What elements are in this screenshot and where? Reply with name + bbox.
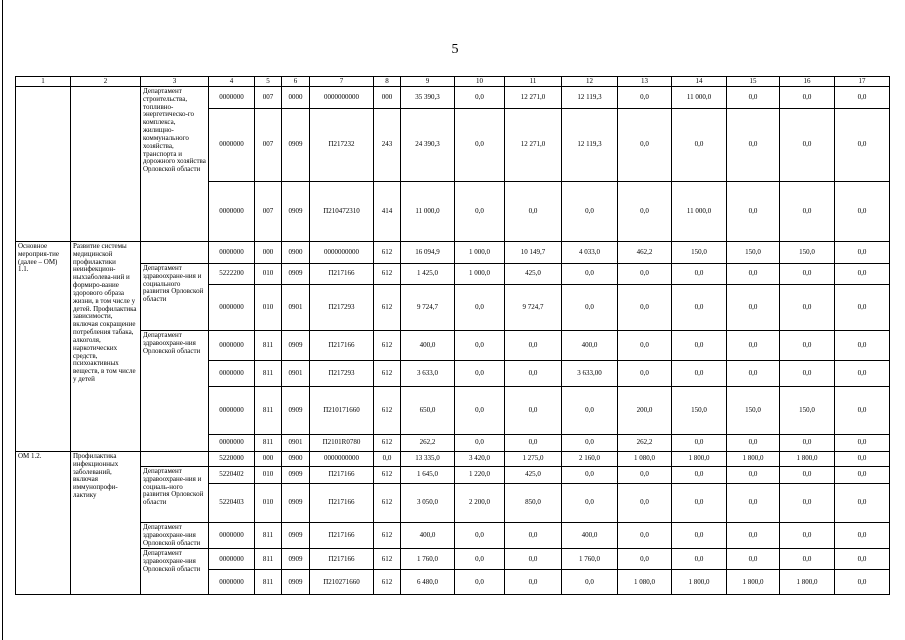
cell-section-code: 0909 <box>282 570 310 595</box>
column-header-2: 2 <box>71 77 141 87</box>
cell-responsible-executor: Департамент строительства, топливно-энергетическо-го комплекса, жилищно-коммунального хозяйства, транспорта и дорожного хозяйства Орловской области <box>141 87 209 242</box>
cell-year-1: 0,0 <box>455 182 505 242</box>
cell-year-1: 0,0 <box>455 331 505 361</box>
cell-target-item-code: 0000000000 <box>310 242 374 264</box>
cell-responsible-executor: Департамент здравоохране-ния Орловской области <box>141 331 209 452</box>
cell-responsible-executor: Департамент здравоохране-ния и социаль-ного развития Орловской области <box>141 467 209 523</box>
cell-expense-type: 000 <box>374 87 401 109</box>
cell-year-5: 1 800,0 <box>672 570 727 595</box>
cell-year-2: 425,0 <box>505 264 562 285</box>
cell-year-2: 12 271,0 <box>505 109 562 182</box>
cell-target-item-code: П217166 <box>310 549 374 570</box>
column-header-13: 13 <box>618 77 672 87</box>
cell-target-item-code: П210271660 <box>310 570 374 595</box>
cell-section-code: 0901 <box>282 435 310 452</box>
cell-target-article: 0000000 <box>209 182 255 242</box>
cell-section-code: 0909 <box>282 549 310 570</box>
cell-year-4: 0,0 <box>618 523 672 549</box>
cell-target-item-code: П217232 <box>310 109 374 182</box>
cell-target-article: 5220402 <box>209 467 255 484</box>
table-row <box>16 331 890 361</box>
cell-total: 6 480,0 <box>401 570 455 595</box>
table-row <box>16 549 890 570</box>
cell-year-3: 2 160,0 <box>562 452 618 467</box>
column-header-9: 9 <box>401 77 455 87</box>
cell-year-8: 0,0 <box>835 387 890 435</box>
cell-year-4: 0,0 <box>618 182 672 242</box>
cell-ministry-code: 811 <box>255 523 282 549</box>
cell-expense-type: 414 <box>374 182 401 242</box>
cell-year-6: 0,0 <box>727 435 780 452</box>
cell-ministry-code: 007 <box>255 182 282 242</box>
cell-year-4: 0,0 <box>618 467 672 484</box>
cell-year-6: 0,0 <box>727 109 780 182</box>
cell-year-4: 262,2 <box>618 435 672 452</box>
cell-ministry-code: 000 <box>255 452 282 467</box>
cell-year-1: 1 220,0 <box>455 467 505 484</box>
cell-year-1: 1 000,0 <box>455 264 505 285</box>
cell-year-7: 0,0 <box>780 182 835 242</box>
cell-year-4: 462,2 <box>618 242 672 264</box>
cell-year-3: 0,0 <box>562 570 618 595</box>
column-header-10: 10 <box>455 77 505 87</box>
cell-year-8: 0,0 <box>835 331 890 361</box>
cell-year-8: 0,0 <box>835 109 890 182</box>
cell-total: 400,0 <box>401 523 455 549</box>
cell-year-5: 0,0 <box>672 361 727 387</box>
cell-year-8: 0,0 <box>835 285 890 331</box>
cell-year-4: 0,0 <box>618 109 672 182</box>
budget-table <box>15 76 890 595</box>
cell-year-4: 0,0 <box>618 285 672 331</box>
cell-year-3: 0,0 <box>562 467 618 484</box>
cell-year-1: 0,0 <box>455 435 505 452</box>
cell-responsible-executor: Департамент здравоохране-ния и социального развития Орловской области <box>141 264 209 331</box>
cell-responsible-executor: Департамент здравоохране-ния Орловской области <box>141 549 209 595</box>
column-header-1: 1 <box>16 77 71 87</box>
cell-total: 1 425,0 <box>401 264 455 285</box>
cell-year-5: 1 800,0 <box>672 452 727 467</box>
cell-year-1: 0,0 <box>455 109 505 182</box>
cell-expense-type: 612 <box>374 387 401 435</box>
cell-year-6: 0,0 <box>727 523 780 549</box>
cell-expense-type: 612 <box>374 570 401 595</box>
cell-year-4: 0,0 <box>618 361 672 387</box>
cell-target-item-code: П217166 <box>310 264 374 285</box>
cell-total: 13 335,0 <box>401 452 455 467</box>
cell-year-1: 0,0 <box>455 570 505 595</box>
cell-ministry-code: 811 <box>255 331 282 361</box>
cell-year-2: 0,0 <box>505 361 562 387</box>
cell-year-1: 0,0 <box>455 87 505 109</box>
cell-year-8: 0,0 <box>835 467 890 484</box>
cell-year-5: 0,0 <box>672 549 727 570</box>
cell-year-3: 0,0 <box>562 285 618 331</box>
cell-target-article: 0000000 <box>209 331 255 361</box>
column-header-12: 12 <box>562 77 618 87</box>
cell-year-2: 9 724,7 <box>505 285 562 331</box>
cell-target-article: 0000000 <box>209 435 255 452</box>
cell-year-8: 0,0 <box>835 87 890 109</box>
cell-year-1: 0,0 <box>455 549 505 570</box>
cell-year-3: 0,0 <box>562 264 618 285</box>
cell-total: 35 390,3 <box>401 87 455 109</box>
cell-expense-type: 612 <box>374 484 401 523</box>
cell-target-article: 0000000 <box>209 549 255 570</box>
cell-target-item-code: П210171660 <box>310 387 374 435</box>
cell-target-item-code: П217293 <box>310 361 374 387</box>
cell-year-4: 1 080,0 <box>618 570 672 595</box>
cell-target-article: 5222200 <box>209 264 255 285</box>
cell-total: 24 390,3 <box>401 109 455 182</box>
cell-total: 3 633,0 <box>401 361 455 387</box>
cell-year-7: 0,0 <box>780 549 835 570</box>
cell-event-number: ОМ 1.2. <box>16 452 71 595</box>
cell-section-code: 0900 <box>282 242 310 264</box>
cell-year-5: 11 000,0 <box>672 182 727 242</box>
cell-expense-type: 612 <box>374 523 401 549</box>
cell-year-6: 0,0 <box>727 331 780 361</box>
column-header-7: 7 <box>310 77 374 87</box>
cell-year-5: 0,0 <box>672 285 727 331</box>
cell-year-6: 0,0 <box>727 361 780 387</box>
cell-col1-blank <box>16 87 71 242</box>
cell-total: 262,2 <box>401 435 455 452</box>
cell-col2-blank <box>71 87 141 242</box>
table-row <box>16 264 890 285</box>
cell-ministry-code: 811 <box>255 435 282 452</box>
cell-section-code: 0901 <box>282 285 310 331</box>
cell-year-1: 0,0 <box>455 387 505 435</box>
table-row <box>16 523 890 549</box>
cell-ministry-code: 811 <box>255 361 282 387</box>
cell-year-8: 0,0 <box>835 242 890 264</box>
cell-ministry-code: 811 <box>255 549 282 570</box>
cell-section-code: 0909 <box>282 484 310 523</box>
cell-year-4: 1 080,0 <box>618 452 672 467</box>
cell-expense-type: 612 <box>374 435 401 452</box>
column-header-5: 5 <box>255 77 282 87</box>
cell-expense-type: 243 <box>374 109 401 182</box>
cell-year-6: 0,0 <box>727 467 780 484</box>
column-header-6: 6 <box>282 77 310 87</box>
cell-year-5: 0,0 <box>672 484 727 523</box>
cell-year-8: 0,0 <box>835 182 890 242</box>
cell-year-3: 400,0 <box>562 331 618 361</box>
cell-event-name: Развитие системы медицинской профилактики неинфекцион-ныхзаболева-ний и формиро-вание здорового образа жизни, в том числе у детей. Профилактика зависимости, включая сокращение потребления табака, алкоголя, наркотических средств, психоактивных веществ, в том числе у детей <box>71 242 141 452</box>
cell-target-article: 0000000 <box>209 387 255 435</box>
cell-year-8: 0,0 <box>835 435 890 452</box>
cell-expense-type: 0,0 <box>374 452 401 467</box>
cell-year-8: 0,0 <box>835 549 890 570</box>
cell-target-item-code: П217166 <box>310 484 374 523</box>
cell-year-7: 0,0 <box>780 331 835 361</box>
table-row <box>16 452 890 467</box>
table-row <box>16 467 890 484</box>
cell-year-7: 0,0 <box>780 467 835 484</box>
cell-expense-type: 612 <box>374 331 401 361</box>
cell-year-3: 0,0 <box>562 435 618 452</box>
cell-year-7: 0,0 <box>780 484 835 523</box>
cell-total: 1 645,0 <box>401 467 455 484</box>
cell-year-4: 0,0 <box>618 264 672 285</box>
cell-year-2: 425,0 <box>505 467 562 484</box>
cell-ministry-code: 000 <box>255 242 282 264</box>
cell-year-4: 0,0 <box>618 484 672 523</box>
cell-year-8: 0,0 <box>835 361 890 387</box>
cell-expense-type: 612 <box>374 264 401 285</box>
cell-year-7: 150,0 <box>780 242 835 264</box>
cell-ministry-code: 010 <box>255 467 282 484</box>
cell-year-2: 0,0 <box>505 435 562 452</box>
cell-target-article: 0000000 <box>209 361 255 387</box>
cell-year-6: 150,0 <box>727 387 780 435</box>
cell-ministry-code: 010 <box>255 285 282 331</box>
cell-year-3: 4 033,0 <box>562 242 618 264</box>
cell-year-6: 0,0 <box>727 285 780 331</box>
cell-year-5: 150,0 <box>672 387 727 435</box>
cell-expense-type: 612 <box>374 549 401 570</box>
cell-year-8: 0,0 <box>835 452 890 467</box>
cell-year-7: 150,0 <box>780 387 835 435</box>
cell-year-2: 0,0 <box>505 331 562 361</box>
cell-event-number: Основное мероприя-тие (далее – ОМ) 1.1. <box>16 242 71 452</box>
cell-year-6: 0,0 <box>727 182 780 242</box>
cell-section-code: 0909 <box>282 387 310 435</box>
cell-year-1: 1 000,0 <box>455 242 505 264</box>
table-row <box>16 242 890 264</box>
cell-year-1: 3 420,0 <box>455 452 505 467</box>
cell-section-code: 0900 <box>282 452 310 467</box>
cell-year-8: 0,0 <box>835 484 890 523</box>
cell-target-item-code: П217293 <box>310 285 374 331</box>
cell-year-2: 0,0 <box>505 182 562 242</box>
cell-section-code: 0909 <box>282 467 310 484</box>
cell-year-5: 0,0 <box>672 467 727 484</box>
page-number: 5 <box>451 42 459 57</box>
cell-year-3: 12 119,3 <box>562 109 618 182</box>
cell-target-article: 0000000 <box>209 87 255 109</box>
cell-target-item-code: 0000000000 <box>310 452 374 467</box>
left-margin-rule <box>2 0 3 640</box>
cell-target-article: 5220403 <box>209 484 255 523</box>
cell-target-item-code: П210472310 <box>310 182 374 242</box>
cell-year-2: 0,0 <box>505 570 562 595</box>
cell-year-3: 0,0 <box>562 387 618 435</box>
cell-total: 9 724,7 <box>401 285 455 331</box>
cell-section-code: 0909 <box>282 264 310 285</box>
cell-expense-type: 612 <box>374 242 401 264</box>
column-header-16: 16 <box>780 77 835 87</box>
cell-year-3: 12 119,3 <box>562 87 618 109</box>
cell-year-3: 0,0 <box>562 484 618 523</box>
cell-ministry-code: 811 <box>255 387 282 435</box>
cell-year-5: 0,0 <box>672 264 727 285</box>
cell-year-1: 0,0 <box>455 523 505 549</box>
cell-target-item-code: П217166 <box>310 523 374 549</box>
cell-target-item-code: 0000000000 <box>310 87 374 109</box>
cell-total: 650,0 <box>401 387 455 435</box>
cell-total: 3 050,0 <box>401 484 455 523</box>
cell-year-3: 3 633,00 <box>562 361 618 387</box>
cell-year-2: 0,0 <box>505 387 562 435</box>
cell-total: 1 760,0 <box>401 549 455 570</box>
cell-expense-type: 612 <box>374 285 401 331</box>
cell-year-6: 0,0 <box>727 549 780 570</box>
cell-year-4: 0,0 <box>618 549 672 570</box>
cell-year-1: 2 200,0 <box>455 484 505 523</box>
cell-ministry-code: 007 <box>255 109 282 182</box>
cell-total: 16 094,9 <box>401 242 455 264</box>
cell-ministry-code: 010 <box>255 264 282 285</box>
cell-year-6: 150,0 <box>727 242 780 264</box>
cell-section-code: 0909 <box>282 109 310 182</box>
cell-target-item-code: П2101R0780 <box>310 435 374 452</box>
cell-year-1: 0,0 <box>455 361 505 387</box>
cell-section-code: 0909 <box>282 523 310 549</box>
cell-year-7: 0,0 <box>780 109 835 182</box>
table-header-row <box>16 77 890 87</box>
cell-year-2: 0,0 <box>505 523 562 549</box>
cell-year-4: 0,0 <box>618 331 672 361</box>
cell-year-2: 10 149,7 <box>505 242 562 264</box>
column-header-4: 4 <box>209 77 255 87</box>
cell-year-8: 0,0 <box>835 523 890 549</box>
cell-expense-type: 612 <box>374 467 401 484</box>
cell-target-article: 0000000 <box>209 285 255 331</box>
cell-ministry-code: 010 <box>255 484 282 523</box>
cell-section-code: 0909 <box>282 182 310 242</box>
cell-year-2: 0,0 <box>505 549 562 570</box>
column-header-11: 11 <box>505 77 562 87</box>
cell-section-code: 0909 <box>282 331 310 361</box>
cell-year-7: 0,0 <box>780 361 835 387</box>
column-header-15: 15 <box>727 77 780 87</box>
cell-responsible-executor: Департамент здравоохране-ния Орловской области <box>141 523 209 549</box>
cell-section-code: 0000 <box>282 87 310 109</box>
cell-year-6: 0,0 <box>727 87 780 109</box>
cell-year-7: 0,0 <box>780 523 835 549</box>
cell-year-3: 1 760,0 <box>562 549 618 570</box>
cell-responsible-executor <box>141 452 209 467</box>
cell-section-code: 0901 <box>282 361 310 387</box>
cell-year-5: 0,0 <box>672 523 727 549</box>
cell-year-8: 0,0 <box>835 570 890 595</box>
column-header-14: 14 <box>672 77 727 87</box>
cell-year-6: 0,0 <box>727 484 780 523</box>
cell-target-article: 0000000 <box>209 109 255 182</box>
cell-target-article: 5220000 <box>209 452 255 467</box>
cell-year-7: 0,0 <box>780 264 835 285</box>
cell-year-4: 0,0 <box>618 87 672 109</box>
cell-year-6: 0,0 <box>727 264 780 285</box>
column-header-8: 8 <box>374 77 401 87</box>
cell-year-3: 400,0 <box>562 523 618 549</box>
cell-year-2: 1 275,0 <box>505 452 562 467</box>
cell-target-item-code: П217166 <box>310 331 374 361</box>
cell-responsible-executor <box>141 242 209 264</box>
column-header-3: 3 <box>141 77 209 87</box>
column-header-17: 17 <box>835 77 890 87</box>
cell-year-5: 0,0 <box>672 435 727 452</box>
cell-year-5: 0,0 <box>672 109 727 182</box>
cell-target-item-code: П217166 <box>310 467 374 484</box>
cell-year-6: 1 800,0 <box>727 452 780 467</box>
cell-year-5: 150,0 <box>672 242 727 264</box>
cell-year-2: 850,0 <box>505 484 562 523</box>
cell-year-5: 11 000,0 <box>672 87 727 109</box>
cell-ministry-code: 007 <box>255 87 282 109</box>
cell-year-7: 1 800,0 <box>780 570 835 595</box>
cell-year-6: 1 800,0 <box>727 570 780 595</box>
cell-target-article: 0000000 <box>209 523 255 549</box>
cell-expense-type: 612 <box>374 361 401 387</box>
cell-year-1: 0,0 <box>455 285 505 331</box>
cell-year-2: 12 271,0 <box>505 87 562 109</box>
cell-year-7: 0,0 <box>780 87 835 109</box>
cell-year-8: 0,0 <box>835 264 890 285</box>
cell-ministry-code: 811 <box>255 570 282 595</box>
table-row <box>16 87 890 109</box>
cell-year-3: 0,0 <box>562 182 618 242</box>
cell-total: 400,0 <box>401 331 455 361</box>
cell-year-7: 1 800,0 <box>780 452 835 467</box>
cell-total: 11 000,0 <box>401 182 455 242</box>
cell-year-5: 0,0 <box>672 331 727 361</box>
cell-year-7: 0,0 <box>780 285 835 331</box>
cell-target-article: 0000000 <box>209 570 255 595</box>
cell-target-article: 0000000 <box>209 242 255 264</box>
cell-year-7: 0,0 <box>780 435 835 452</box>
cell-event-name: Профилактика инфекционных заболеваний, включая иммунопрофи-лактику <box>71 452 141 595</box>
cell-year-4: 200,0 <box>618 387 672 435</box>
